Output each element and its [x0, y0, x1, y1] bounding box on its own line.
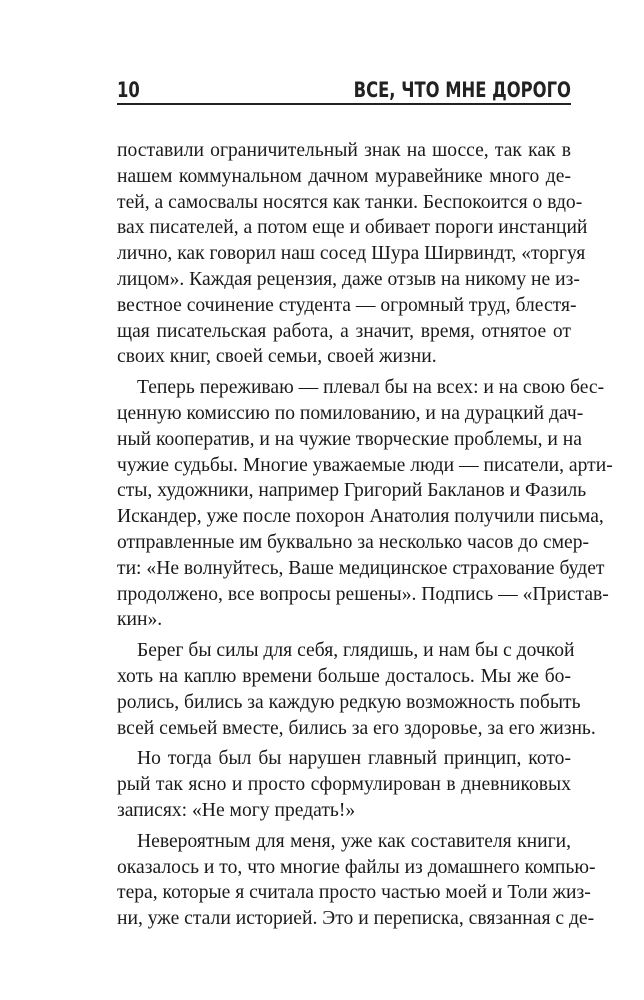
text-line: Искандер, уже после похорон Анатолия получили письма, — [117, 506, 604, 528]
text-line: ный кооператив, и на чужие творческие проблемы, и на — [117, 428, 582, 450]
text-line: ни, уже стали историей. Это и переписка, связанная с де- — [117, 908, 595, 930]
text-line: тера, которые я считала просто частью моей и Толи жиз- — [117, 882, 591, 904]
text-line: нашем коммунальном дачном муравейнике много де- — [117, 165, 571, 187]
header-rule — [117, 103, 571, 105]
text-line: кин». — [117, 609, 163, 631]
page-number: 10 — [117, 78, 140, 102]
running-head — [117, 72, 571, 102]
running-title: ВСЕ, ЧТО МНЕ ДОРОГО — [353, 78, 571, 102]
text-line: Берег бы силы для себя, глядишь, и нам бы с дочкой — [137, 640, 575, 662]
text-line: сты, художники, например Григорий Бакланов и Фазиль — [117, 480, 587, 502]
text-line: ролись, бились за каждую редкую возможность побыть — [117, 691, 581, 713]
text-line: Но тогда был бы нарушен главный принцип, кото- — [137, 748, 571, 770]
text-line: вах писателей, а потом еще и обивает пороги инстанций — [117, 217, 588, 239]
text-line: своих книг, своей семьи, своей жизни. — [117, 346, 437, 368]
text-line: Невероятным для меня, уже как составителя книги, — [137, 830, 571, 852]
text-line: чужие судьбы. Многие уважаемые люди — писатели, арти- — [117, 454, 613, 476]
text-line: поставили ограничительный знак на шоссе, так как в — [117, 140, 571, 161]
text-line: вестное сочинение студента — огромный труд, блестя- — [117, 294, 577, 316]
paragraph-3 — [117, 638, 596, 741]
text-line: хоть на каплю времени больше досталось. Мы же бо- — [117, 665, 571, 687]
text-line: продолжено, все вопросы решены». Подпись — «Пристав- — [117, 583, 609, 605]
text-line: всей семьей вместе, бились за его здоровье, за его жизнь. — [117, 717, 596, 739]
body-text — [117, 138, 613, 937]
text-line: ти: «Не волнуйтесь, Ваше медицинское страхование будет — [117, 557, 605, 579]
text-line: отправленные им буквально за несколько часов до смер- — [117, 531, 590, 553]
paragraph-1 — [117, 138, 588, 370]
text-line: записях: «Не могу предать!» — [117, 799, 356, 821]
paragraph-4 — [117, 746, 571, 823]
text-line: щая писательская работа, а значит, время, отнятое от — [117, 320, 571, 342]
text-line: лично, как говорил наш сосед Шура Ширвиндт, «торгуя — [117, 243, 586, 265]
text-line: рый так ясно и просто сформулирован в дневниковых — [117, 774, 571, 796]
paragraph-2 — [117, 375, 613, 633]
text-line: лицом». Каждая рецензия, даже отзыв на никому не из- — [117, 268, 580, 290]
text-line: Теперь переживаю — плевал бы на всех: и на свою бес- — [137, 377, 605, 399]
text-line: тей, а самосвалы носятся как танки. Беспокоится о вдо- — [117, 191, 583, 213]
text-line: ценную комиссию по помилованию, и на дурацкий дач- — [117, 402, 584, 424]
text-line: оказалось и то, что многие файлы из домашнего компью- — [117, 856, 596, 878]
paragraph-5 — [117, 829, 596, 932]
